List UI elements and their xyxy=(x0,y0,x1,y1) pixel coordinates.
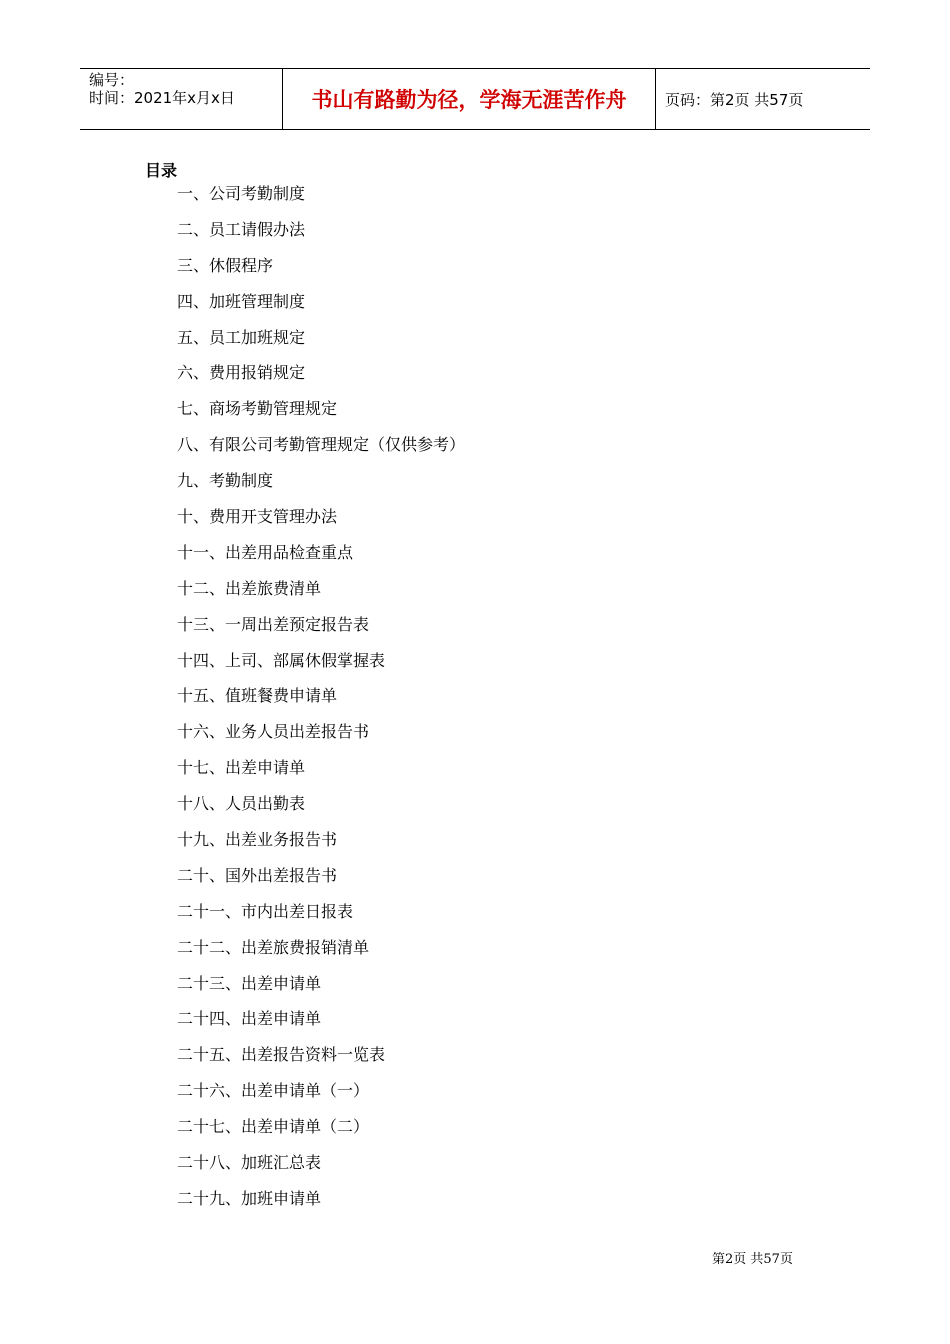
toc-item: 八、有限公司考勤管理规定（仅供参考） xyxy=(177,435,466,455)
header-motto: 书山有路勤为径，学海无涯苦作舟 xyxy=(282,69,656,129)
header-meta xyxy=(80,69,282,129)
toc-item: 十五、值班餐费申请单 xyxy=(177,686,338,706)
toc-item: 一、公司考勤制度 xyxy=(177,184,306,203)
toc-item: 十一、出差用品检查重点 xyxy=(177,542,354,562)
toc-item: 二十八、加班汇总表 xyxy=(177,1153,322,1173)
toc-item: 二十九、加班申请单 xyxy=(177,1188,322,1208)
toc-item: 二、员工请假办法 xyxy=(177,219,306,239)
toc-item: 二十、国外出差报告书 xyxy=(177,865,338,885)
toc-item: 十三、一周出差预定报告表 xyxy=(177,614,370,634)
toc-item: 十二、出差旅费清单 xyxy=(177,578,322,598)
toc-item: 二十七、出差申请单（二） xyxy=(177,1117,370,1137)
footer-page-number: 第2页 共57页 xyxy=(712,1252,793,1267)
toc-item: 二十六、出差申请单（一） xyxy=(177,1081,370,1101)
toc-item: 九、考勤制度 xyxy=(177,471,274,491)
toc-item: 七、商场考勤管理规定 xyxy=(177,399,338,419)
toc-item: 二十一、市内出差日报表 xyxy=(177,901,354,921)
page-header xyxy=(80,68,870,130)
toc-item: 十六、业务人员出差报告书 xyxy=(177,722,370,742)
number-label: 编号： xyxy=(89,71,135,89)
toc-item: 十四、上司、部属休假掌握表 xyxy=(177,650,386,670)
time-label: 时间：2021年x月x日 xyxy=(89,89,235,107)
toc-item: 二十三、出差申请单 xyxy=(177,973,322,993)
toc-item: 二十四、出差申请单 xyxy=(177,1009,322,1029)
toc-item: 十七、出差申请单 xyxy=(177,758,306,778)
toc-item: 二十五、出差报告资料一览表 xyxy=(177,1045,386,1065)
toc-item: 三、休假程序 xyxy=(177,255,274,275)
header-page-number: 页码：第2页 共57页 xyxy=(665,90,804,109)
toc-item: 十、费用开支管理办法 xyxy=(177,507,338,527)
toc-item: 六、费用报销规定 xyxy=(177,363,306,383)
toc-item: 十九、出差业务报告书 xyxy=(177,830,338,850)
toc-list xyxy=(177,182,465,1223)
toc-title: 目录 xyxy=(145,161,178,180)
toc-item: 十八、人员出勤表 xyxy=(177,794,306,814)
toc-item: 五、员工加班规定 xyxy=(177,327,306,347)
toc-item: 二十二、出差旅费报销清单 xyxy=(177,937,370,957)
toc-item: 四、加班管理制度 xyxy=(177,291,306,311)
